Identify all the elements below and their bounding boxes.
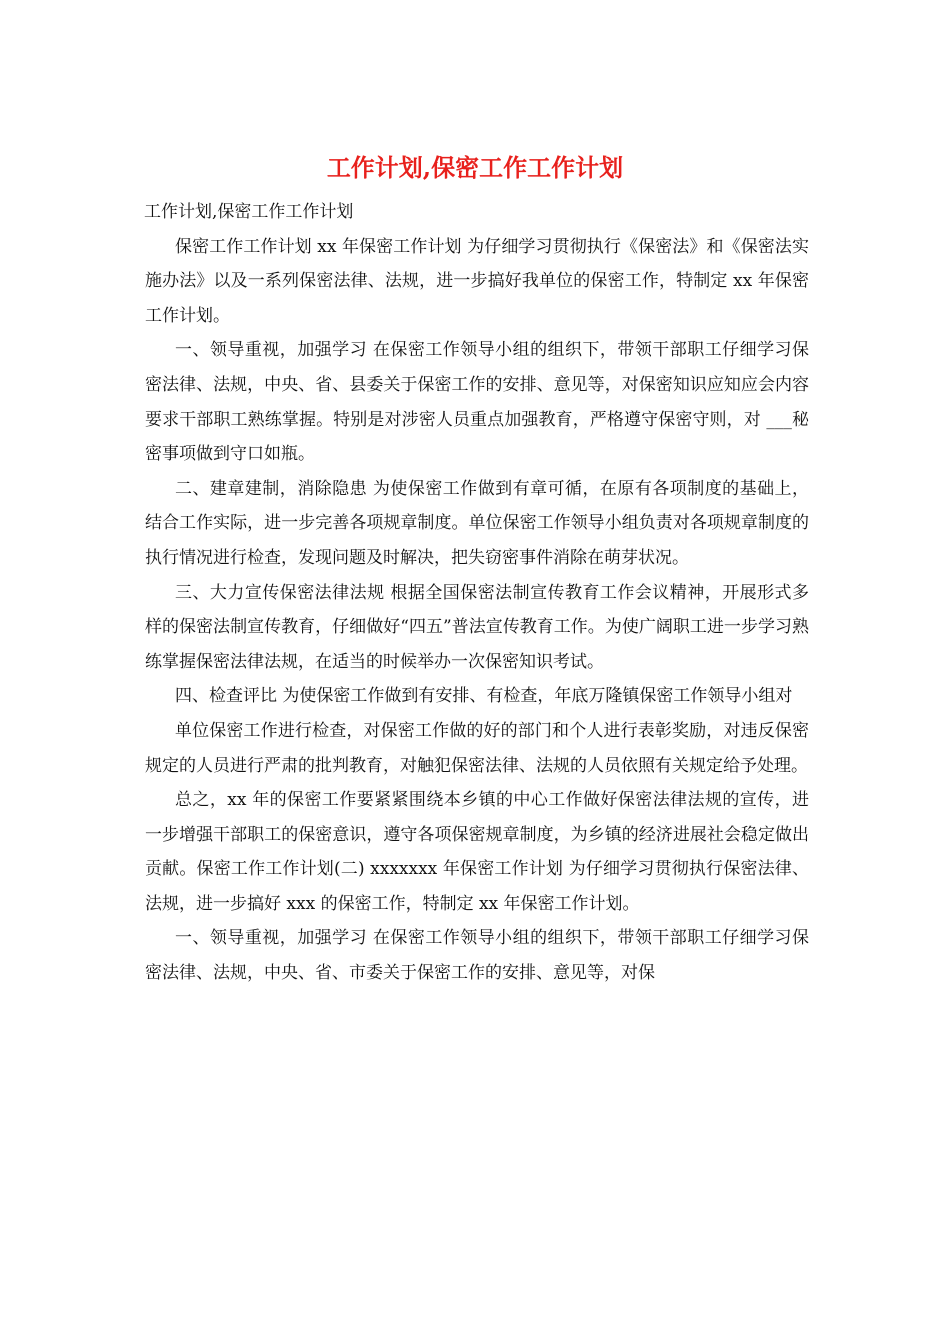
paragraph-leadership-second: 一、领导重视，加强学习 在保密工作领导小组的组织下，带领干部职工仔细学习保密法律、法规，中央、省、市委关于保密工作的安排、意见等，对保 <box>145 928 809 984</box>
paragraph-publicity: 三、大力宣传保密法律法规 根据全国保密法制宣传教育工作会议精神，开展形式多样的保密法制宣传教育，仔细做好“四五”普法宣传教育工作。为使广阔职工进一步学习熟练掌握保密法律法规，在适当的时候举办一次保密知识考试。 <box>145 582 809 672</box>
paragraph-inspection-continued: 单位保密工作进行检查，对保密工作做的好的部门和个人进行表彰奖励，对违反保密规定的人员进行严肃的批判教育，对触犯保密法律、法规的人员依照有关规定给予处理。 <box>145 720 809 776</box>
paragraph-rules: 二、建章建制，消除隐患 为使保密工作做到有章可循，在原有各项制度的基础上，结合工作实际，进一步完善各项规章制度。单位保密工作领导小组负责对各项规章制度的执行情况进行检查，发现问题及时解决，把失窃密事件消除在萌芽状况。 <box>145 478 809 568</box>
document-subtitle: 工作计划,保密工作工作计划 <box>144 202 354 222</box>
document-body <box>145 195 809 991</box>
paragraph-leadership: 一、领导重视，加强学习 在保密工作领导小组的组织下，带领干部职工仔细学习保密法律、法规，中央、省、县委关于保密工作的安排、意见等，对保密知识应知应会内容要求干部职工熟练掌握。特别是对涉密人员重点加强教育，严格遵守保密守则，对 ___秘密事项做到守口如瓶。 <box>145 340 809 465</box>
paragraph-inspection: 四、检查评比 为使保密工作做到有安排、有检查，年底万隆镇保密工作领导小组对 <box>175 686 793 707</box>
document-title: 工作计划,保密工作工作计划 <box>326 153 624 182</box>
paragraph-summary: 总之，xx 年的保密工作要紧紧围绕本乡镇的中心工作做好保密法律法规的宣传，进一步增强干部职工的保密意识，遵守各项保密规章制度，为乡镇的经济进展社会稳定做出贡献。保密工作工作计划(二) xxxxxxx 年保密工作计划 为仔细学习贯彻执行保密法律、法规，进一步搞好 xxx 的保密工作，特制定 xx 年保密工作计划。 <box>145 790 809 914</box>
paragraph-intro: 保密工作工作计划 xx 年保密工作计划 为仔细学习贯彻执行《保密法》和《保密法实施办法》以及一系列保密法律、法规，进一步搞好我单位的保密工作，特制定 xx 年保密工作计划。 <box>145 236 809 326</box>
